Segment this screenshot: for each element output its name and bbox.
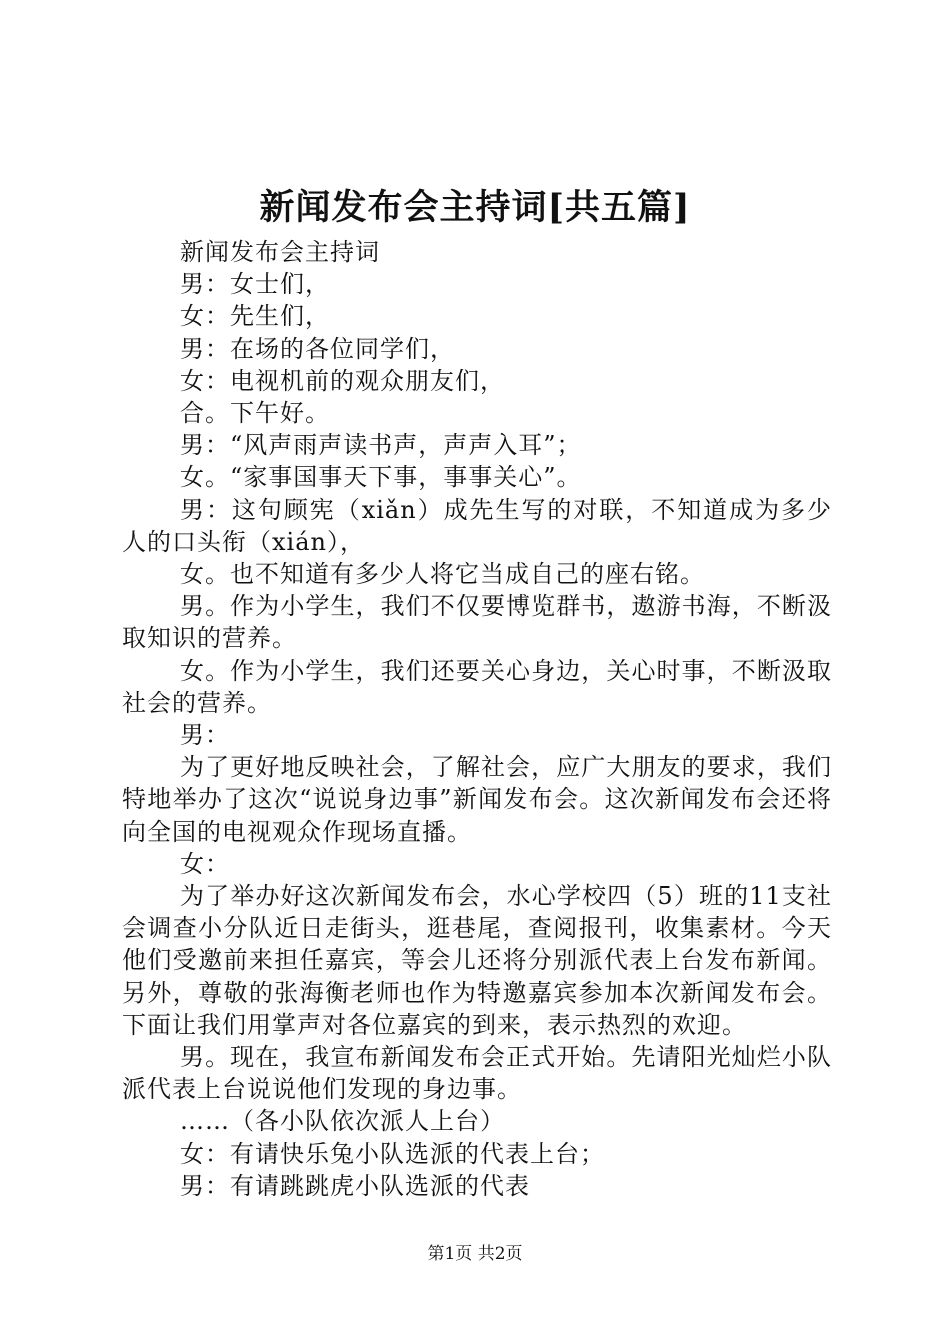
paragraph: 男：在场的各位同学们， <box>180 334 455 363</box>
paragraph: 合。下午好。 <box>180 399 330 428</box>
paragraph: 男：女士们， <box>180 270 330 299</box>
paragraph: 女。作为小学生，我们还要关心身边，关心时事，不断汲取社会的营养。 <box>122 656 832 717</box>
paragraph: 男。作为小学生，我们不仅要博览群书，遨游书海，不断汲取知识的营养。 <box>122 592 832 653</box>
paragraph: 女： <box>180 849 230 878</box>
paragraph: 为了举办好这次新闻发布会，水心学校四（5）班的11支社会调查小分队近日走街头，逛巷尾，查阅报刊，收集素材。今天他们受邀前来担任嘉宾，等会儿还将分别派代表上台发布新闻。另外，尊敬的张海衡老师也作为特邀嘉宾参加本次新闻发布会。下面让我们用掌声对各位嘉宾的到来，表示热烈的欢迎。 <box>122 882 832 1039</box>
paragraph: 男：这句顾宪（xiǎn）成先生写的对联，不知道成为多少人的口头衔（xián）， <box>122 495 832 556</box>
paragraph: 为了更好地反映社会，了解社会，应广大朋友的要求，我们特地举办了这次“说说身边事”新闻发布会。这次新闻发布会还将向全国的电视观众作现场直播。 <box>122 753 832 846</box>
paragraph: 男：“风声雨声读书声，声声入耳”； <box>180 431 582 460</box>
paragraph: 女：有请快乐兔小队选派的代表上台； <box>180 1139 605 1168</box>
paragraph: 男：有请跳跳虎小队选派的代表 <box>180 1171 530 1200</box>
paragraph: 女：电视机前的观众朋友们， <box>180 366 505 395</box>
page-footer: 第1页 共2页 <box>427 1244 523 1264</box>
paragraph: ……（各小队依次派人上台） <box>180 1107 505 1136</box>
document-title: 新闻发布会主持词[共五篇] <box>259 187 691 228</box>
paragraph: 新闻发布会主持词 <box>180 238 380 266</box>
paragraph: 男。现在，我宣布新闻发布会正式开始。先请阳光灿烂小队派代表上台说说他们发现的身边事。 <box>122 1043 832 1104</box>
document-body <box>122 236 832 1202</box>
paragraph: 女。“家事国事天下事，事事关心”。 <box>180 463 582 492</box>
paragraph: 女：先生们， <box>180 302 330 331</box>
paragraph: 女。也不知道有多少人将它当成自己的座右铭。 <box>180 560 705 589</box>
paragraph: 男： <box>180 721 230 750</box>
